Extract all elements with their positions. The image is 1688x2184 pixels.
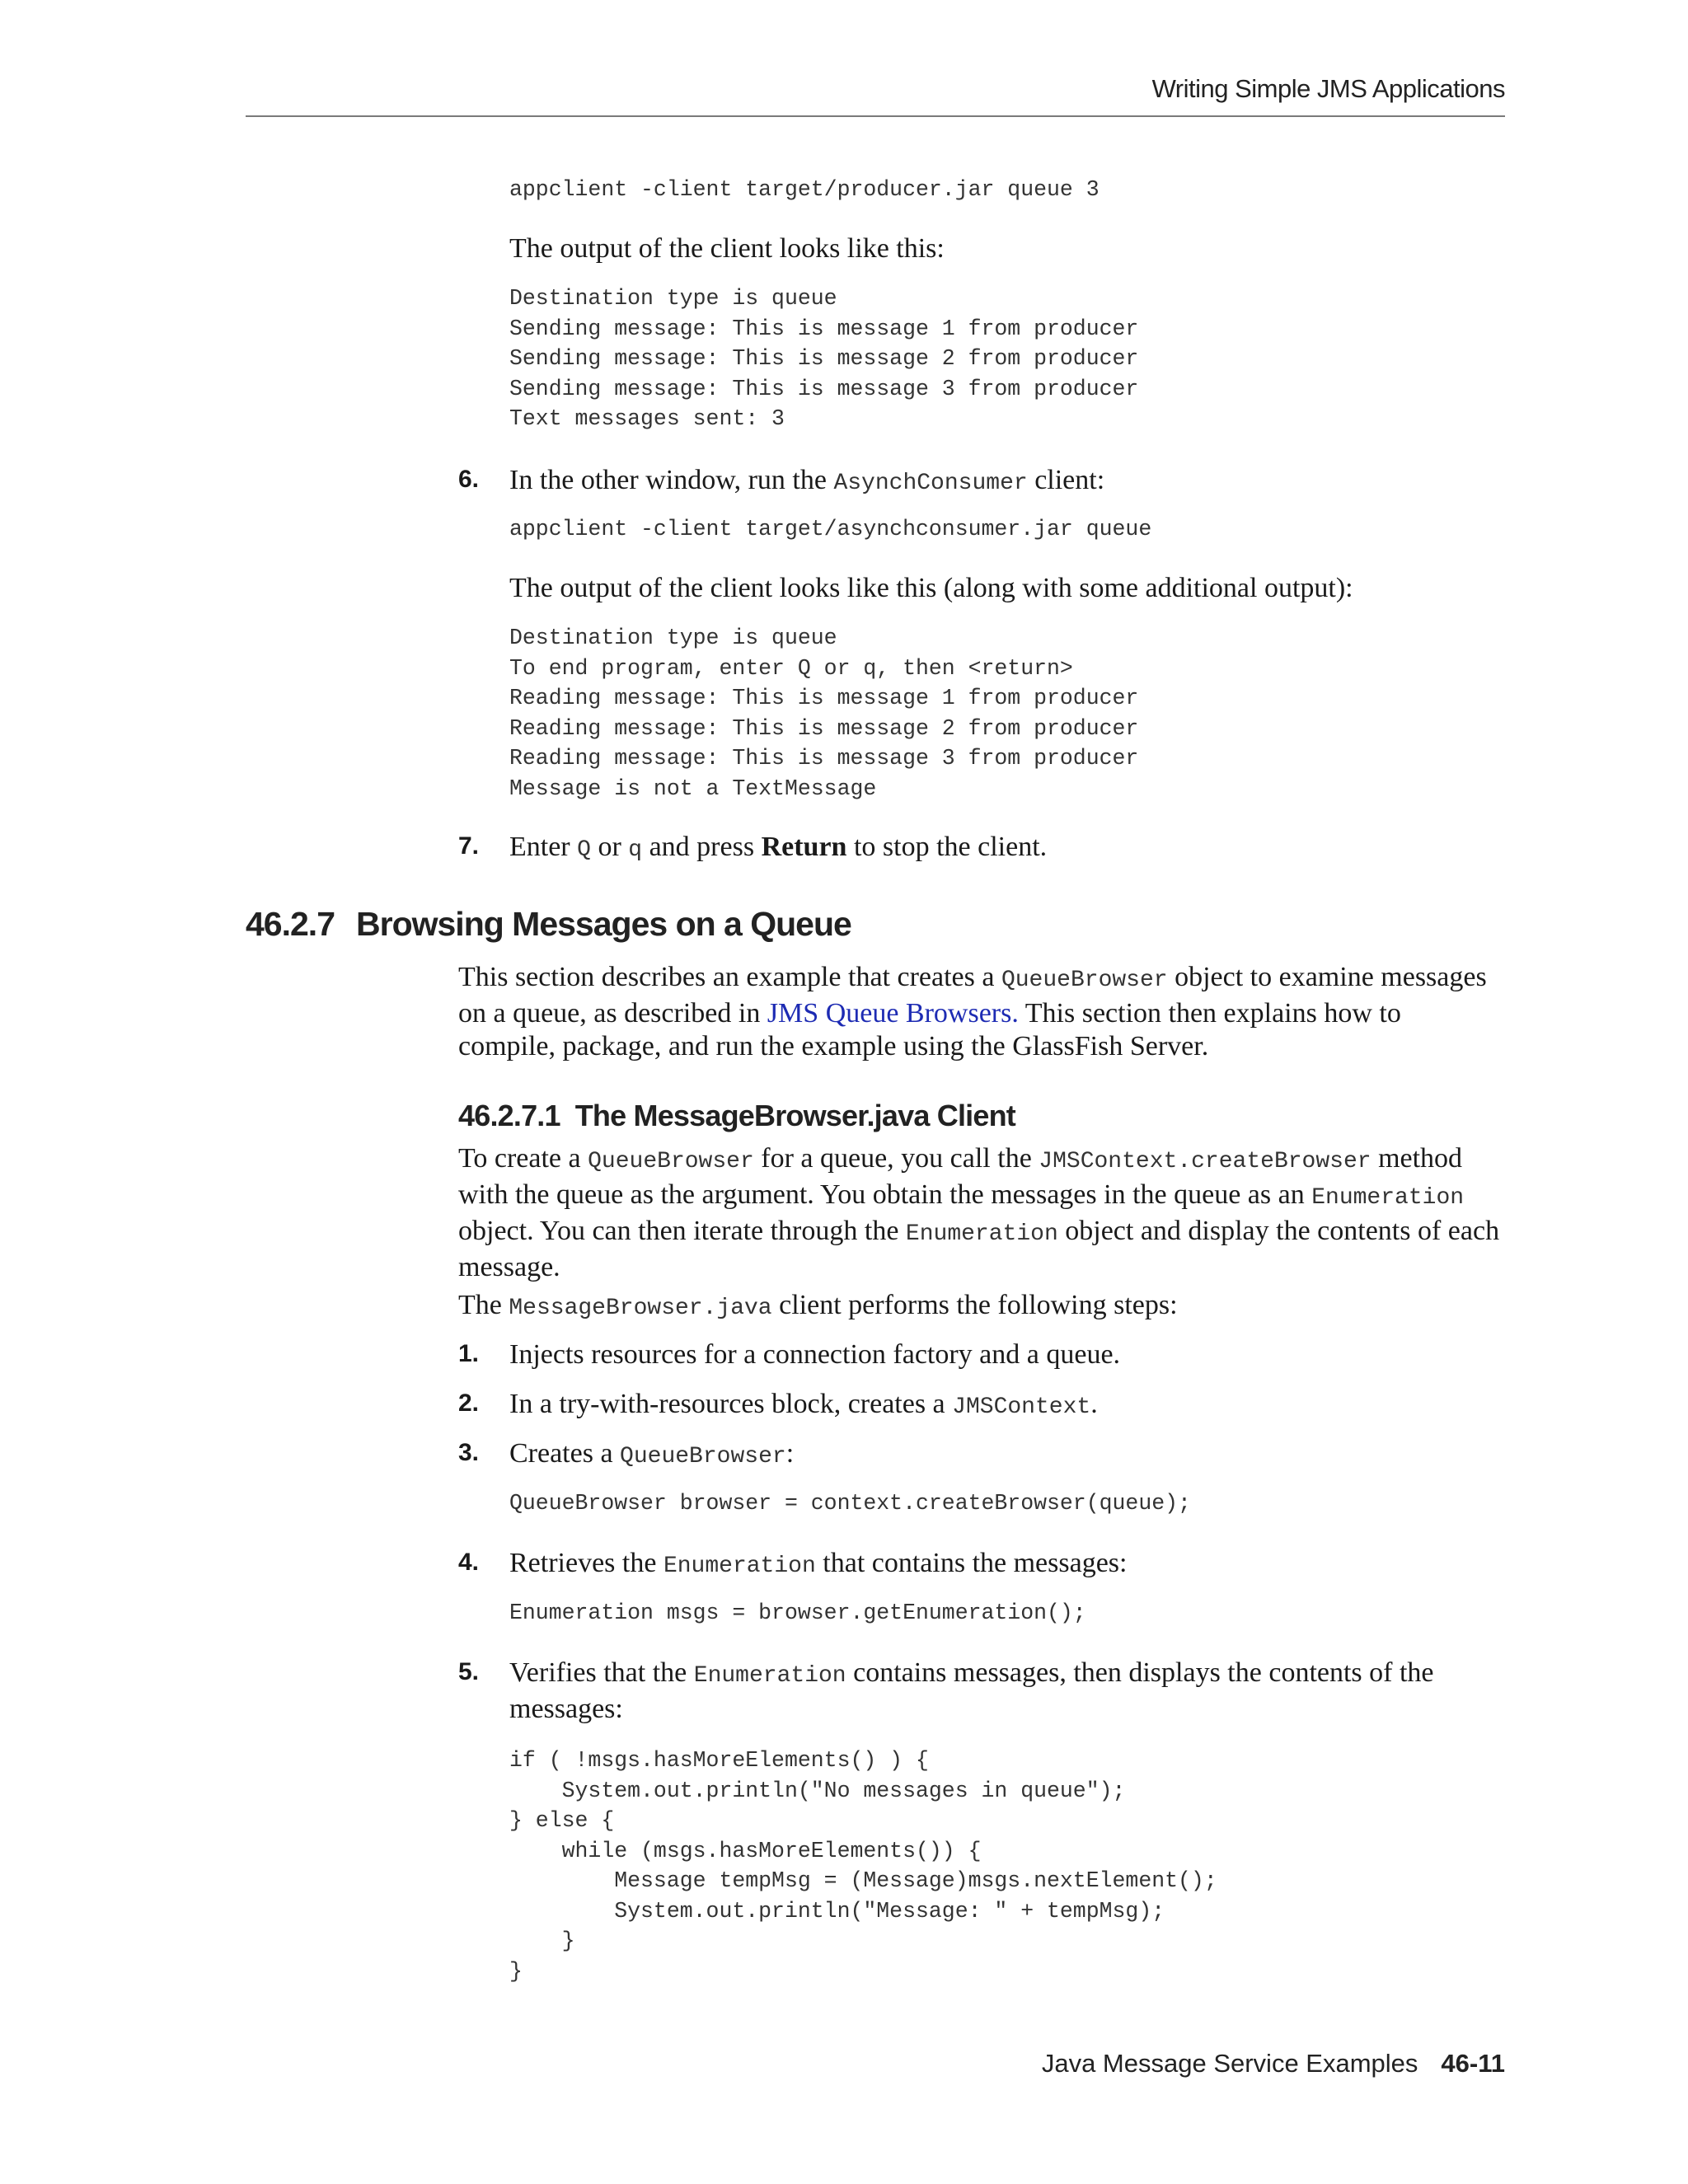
section-paragraph: This section describes an example that creates a QueueBrowser object to examine messages on a queue, as described in JMS Queue Browsers. This section then explains how to compile, package, and run the example using the GlassFish Server. [458,962,1487,1062]
code-consumer-command: appclient -client target/asynchconsumer.jar queue [509,517,1152,541]
step-number-3: 3. [458,1439,480,1466]
jms-queue-browsers-link[interactable]: JMS Queue Browsers. [767,998,1019,1029]
step-number-6: 6. [458,466,480,493]
step-number-2: 2. [458,1390,480,1417]
step-number-7: 7. [458,832,480,860]
subsection-heading: 46.2.7.1 The MessageBrowser.java Client [458,1099,1015,1132]
page-header [246,73,1505,117]
step-5-text: Verifies that the Enumeration contains messages, then displays the contents of the messages: [509,1657,1434,1724]
code-producer-output: Destination type is queue Sending message: This is message 1 from producer Sending message: This is message 2 from producer Sending message: This is message 3 from producer Text messages sent: 3 [509,286,1139,431]
code-consumer-output: Destination type is queue To end program, enter Q or q, then <return> Reading message: This is message 1 from producer Reading message: This is message 2 from producer Reading message: This is message 3 from producer Message is not a TextMessage [509,626,1139,801]
output-intro-1: The output of the client looks like this: [509,233,945,264]
code-display-messages: if ( !msgs.hasMoreElements() ) { System.out.println("No messages in queue"); } else { while (msgs.hasMoreElements()) { Message tempMsg = (Message)msgs.nextElement(); System.out.println("Message: " + tempMsg); } } [509,1748,1217,1984]
footer-title: Java Message Service Examples [1041,2049,1418,2078]
subsection-paragraph-2: The MessageBrowser.java client performs the following steps: [458,1290,1178,1321]
section-heading: 46.2.7 Browsing Messages on a Queue [246,905,851,943]
code-producer-command: appclient -client target/producer.jar queue 3 [509,177,1100,202]
step-number-1: 1. [458,1340,480,1367]
code-create-browser: QueueBrowser browser = context.createBrowser(queue); [509,1491,1191,1516]
header-title: Writing Simple JMS Applications [1151,74,1505,103]
step-2-text: In a try-with-resources block, creates a JMSContext. [509,1389,1098,1420]
step-1-text: Injects resources for a connection factory and a queue. [509,1339,1121,1370]
step-6-text: In the other window, run the AsynchConsumer client: [509,465,1105,496]
step-3-text: Creates a QueueBrowser: [509,1438,795,1469]
step-4-text: Retrieves the Enumeration that contains the messages: [509,1548,1128,1579]
step-number-5: 5. [458,1658,480,1685]
subsection-paragraph-1: To create a QueueBrowser for a queue, you call the JMSContext.createBrowser method with the queue as the argument. You obtain the messages in the queue as an Enumeration object. You can then iterate through the Enumeration object and display the contents of each message. [458,1143,1500,1282]
output-intro-2: The output of the client looks like this (along with some additional output): [509,573,1353,603]
step-7-text: Enter Q or q and press Return to stop the client. [509,832,1048,863]
page-number: 46-11 [1441,2049,1505,2078]
code-get-enumeration: Enumeration msgs = browser.getEnumeration(); [509,1601,1086,1625]
page-footer [1042,2049,1505,2079]
step-number-4: 4. [458,1549,480,1576]
